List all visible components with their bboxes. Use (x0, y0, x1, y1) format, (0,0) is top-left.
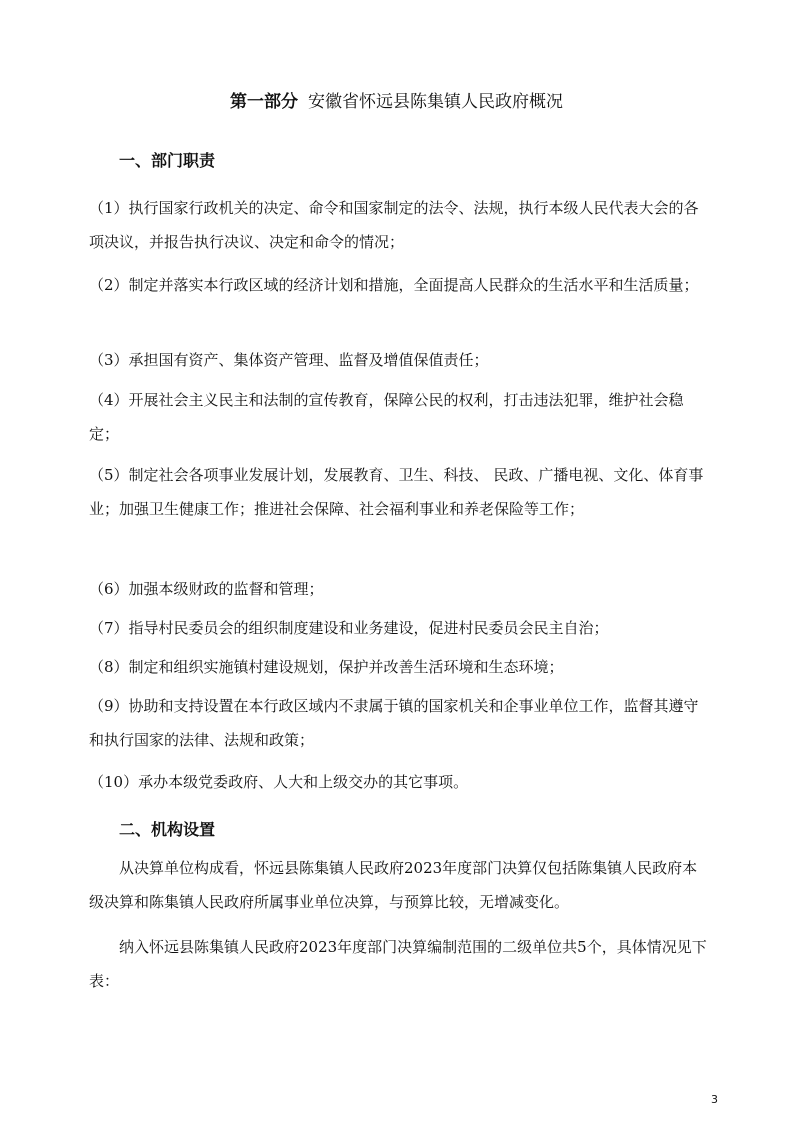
duty-item-9: （9）协助和支持设置在本行政区域内不隶属于镇的国家机关和企事业单位工作，监督其遵守和执行国家的法律、法规和政策； (89, 697, 699, 749)
duty-item-8: （8）制定和组织实施镇村建设规划，保护并改善生活环境和生态环境； (89, 658, 564, 676)
section-heading-organization: 二、机构设置 (119, 820, 216, 839)
page-title (0, 88, 793, 116)
title-part: 第一部分 (230, 92, 298, 112)
section-heading-duties: 一、部门职责 (119, 151, 216, 170)
duty-item-6: （6）加强本级财政的监督和管理； (89, 580, 324, 598)
page-number: 3 (711, 1093, 718, 1106)
duty-item-10: （10）承办本级党委政府、人大和上级交办的其它事项。 (89, 773, 469, 791)
organization-paragraph-2: 纳入怀远县陈集镇人民政府2023年度部门决算编制范围的二级单位共5个，具体情况见下表： (89, 938, 707, 990)
duty-item-7: （7）指导村民委员会的组织制度建设和业务建设，促进村民委员会民主自治； (89, 619, 609, 637)
duty-item-2: （2）制定并落实本行政区域的经济计划和措施，全面提高人民群众的生活水平和生活质量； (89, 276, 699, 294)
duty-item-4: （4）开展社会主义民主和法制的宣传教育，保障公民的权利，打击违法犯罪，维护社会稳定； (89, 391, 684, 443)
duty-item-5: （5）制定社会各项事业发展计划，发展教育、卫生、科技、 民政、广播电视、文化、体育事业；加强卫生健康工作；推进社会保障、社会福利事业和养老保险等工作； (89, 466, 704, 518)
organization-paragraph-1: 从决算单位构成看，怀远县陈集镇人民政府2023年度部门决算仅包括陈集镇人民政府本级决算和陈集镇人民政府所属事业单位决算，与预算比较，无增减变化。 (89, 859, 698, 911)
duty-item-1: （1）执行国家行政机关的决定、命令和国家制定的法令、法规，执行本级人民代表大会的各项决议，并报告执行决议、决定和命令的情况； (89, 199, 699, 251)
title-name: 安徽省怀远县陈集镇人民政府概况 (308, 92, 563, 112)
duty-item-3: （3）承担国有资产、集体资产管理、监督及增值保值责任； (89, 351, 489, 369)
